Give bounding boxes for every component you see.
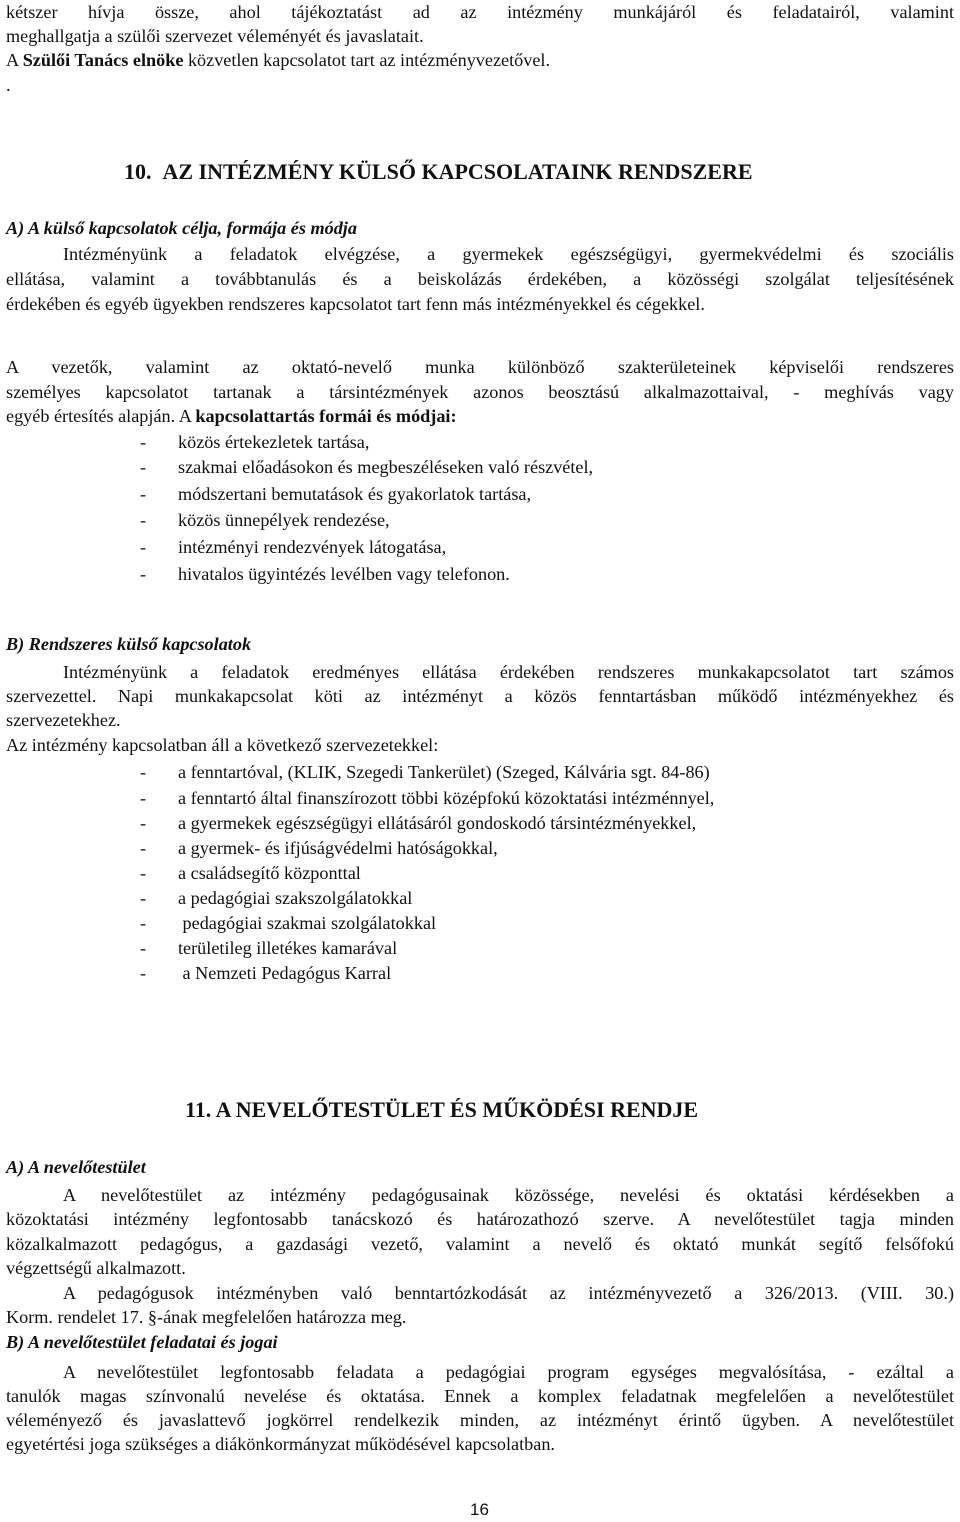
list-dash: -	[140, 457, 147, 477]
list-dash: -	[140, 537, 147, 557]
list-dash: -	[140, 788, 147, 808]
body-text-line: Az intézmény kapcsolatban áll a következő szervezetekkel:	[6, 735, 439, 755]
body-text-line: egyetértési joga szükséges a diákönkormányzat működésével kapcsolatban.	[6, 1434, 555, 1454]
section-heading	[124, 160, 753, 184]
list-item-text: közös ünnepélyek rendezése,	[178, 510, 390, 530]
body-text-line: személyes kapcsolatot tartanak a társintézmények azonos beosztású alkalmazottaival, - meghívás vagy	[6, 382, 954, 402]
body-text-line: szervezetekhez.	[6, 710, 121, 730]
bold-text-run: kapcsolattartás formái és módjai:	[195, 406, 457, 426]
list-item-text: a gyermek- és ifjúságvédelmi hatóságokkal,	[178, 838, 498, 858]
list-item-text: pedagógiai szakmai szolgálatokkal	[178, 913, 437, 933]
bold-text-run: Szülői Tanács elnöke	[22, 50, 184, 70]
list-item-text: módszertani bemutatások és gyakorlatok tartása,	[178, 484, 532, 504]
list-item-text: a pedagógiai szakszolgálatokkal	[178, 888, 413, 908]
text-run: A	[6, 50, 23, 70]
list-dash: -	[140, 564, 147, 584]
subsection-heading: B) Rendszeres külső kapcsolatok	[6, 634, 252, 654]
body-text-line	[6, 404, 954, 428]
body-text-line	[6, 48, 954, 72]
list-dash: -	[140, 913, 147, 933]
subsection-heading: A) A nevelőtestület	[6, 1157, 146, 1177]
body-text-line: Korm. rendelet 17. §-ának megfelelően határozza meg.	[6, 1307, 407, 1327]
list-dash: -	[140, 762, 147, 782]
subsection-heading: B) A nevelőtestület feladatai és jogai	[6, 1332, 278, 1352]
list-dash: -	[140, 432, 147, 452]
body-text-line: Intézményünk a feladatok elvégzése, a gyermekek egészségügyi, gyermekvédelmi és szociális	[63, 244, 954, 264]
list-item-text: a családsegítő központtal	[178, 863, 361, 883]
section-title: AZ INTÉZMÉNY KÜLSŐ KAPCSOLATAINK RENDSZERE	[162, 159, 753, 184]
list-item-text: a fenntartó által finanszírozott többi középfokú közoktatási intézménnyel,	[178, 788, 715, 808]
section-heading: 11. A NEVELŐTESTÜLET ÉS MŰKÖDÉSI RENDJE	[185, 1097, 699, 1122]
list-item-text: hivatalos ügyintézés levélben vagy telefonon.	[178, 564, 510, 584]
body-text-line: ellátása, valamint a továbbtanulás és a beiskolázás érdekében, a közösségi szolgálat teljesítésének	[6, 269, 954, 289]
list-item-text: a fenntartóval, (KLIK, Szegedi Tankerület) (Szeged, Kálvária sgt. 84-86)	[178, 762, 710, 782]
list-item-text: közös értekezletek tartása,	[178, 432, 370, 452]
body-text-line: végzettségű alkalmazott.	[6, 1258, 186, 1278]
list-item-text: intézményi rendezvények látogatása,	[178, 537, 447, 557]
text-run: egyéb értesítés alapján. A	[6, 406, 196, 426]
section-number: 10.	[124, 159, 152, 184]
body-text-line: meghallgatja a szülői szervezet véleményét és javaslatait.	[6, 26, 424, 46]
list-item-text: a Nemzeti Pedagógus Karral	[178, 963, 392, 983]
list-dash: -	[140, 484, 147, 504]
body-text-line: közoktatási intézmény legfontosabb tanácskozó és határozathozó szerve. A nevelőtestület tagja minden	[6, 1209, 954, 1229]
list-dash: -	[140, 838, 147, 858]
subsection-heading: A) A külső kapcsolatok célja, formája és módja	[6, 218, 357, 238]
body-text-line: .	[6, 75, 11, 95]
body-text-line: közalkalmazott pedagógus, a gazdasági vezető, valamint a nevelő és oktató munkát segítő felsőfokú	[6, 1234, 954, 1254]
body-text-line: A nevelőtestület legfontosabb feladata a pedagógiai program egységes megvalósítása, - ezáltal a	[63, 1362, 954, 1382]
list-dash: -	[140, 510, 147, 530]
text-run: közvetlen kapcsolatot tart az intézményvezetővel.	[183, 50, 551, 70]
body-text-line: Intézményünk a feladatok eredményes ellátása érdekében rendszeres munkakapcsolatot tart számos	[63, 662, 954, 682]
list-dash: -	[140, 863, 147, 883]
list-item-text: a gyermekek egészségügyi ellátásáról gondoskodó társintézményekkel,	[178, 813, 697, 833]
body-text-line: érdekében és egyéb ügyekben rendszeres kapcsolatot tart fenn más intézményekkel és cégekkel.	[6, 294, 705, 314]
body-text-line: kétszer hívja össze, ahol tájékoztatást ad az intézmény munkájáról és feladatairól, valamint	[6, 2, 954, 22]
list-item-text: szakmai előadásokon és megbeszéléseken való részvétel,	[178, 457, 594, 477]
list-dash: -	[140, 938, 147, 958]
body-text-line: A nevelőtestület az intézmény pedagógusainak közössége, nevelési és oktatási kérdésekben a	[63, 1185, 954, 1205]
list-dash: -	[140, 888, 147, 908]
list-dash: -	[140, 813, 147, 833]
body-text-line: véleményező és javaslattevő jogkörrel rendelkezik minden, az intézményt érintő ügyben. A nevelőtestület	[6, 1410, 954, 1430]
body-text-line: A pedagógusok intézményben való benntartózkodását az intézményvezető a 326/2013. (VIII. 30.)	[63, 1283, 954, 1303]
body-text-line: A vezetők, valamint az oktató-nevelő munka különböző szakterületeinek képviselői rendszeres	[6, 357, 954, 377]
list-item-text: területileg illetékes kamarával	[178, 938, 398, 958]
page-number: 16	[470, 1500, 489, 1519]
list-dash: -	[140, 963, 147, 983]
body-text-line: tanulók magas színvonalú nevelése és oktatása. Ennek a komplex feladatnak megfelelően a nevelőtestület	[6, 1386, 954, 1406]
body-text-line: szervezettel. Napi munkakapcsolat köti az intézményt a közös fenntartásban működő intézményekhez és	[6, 686, 954, 706]
